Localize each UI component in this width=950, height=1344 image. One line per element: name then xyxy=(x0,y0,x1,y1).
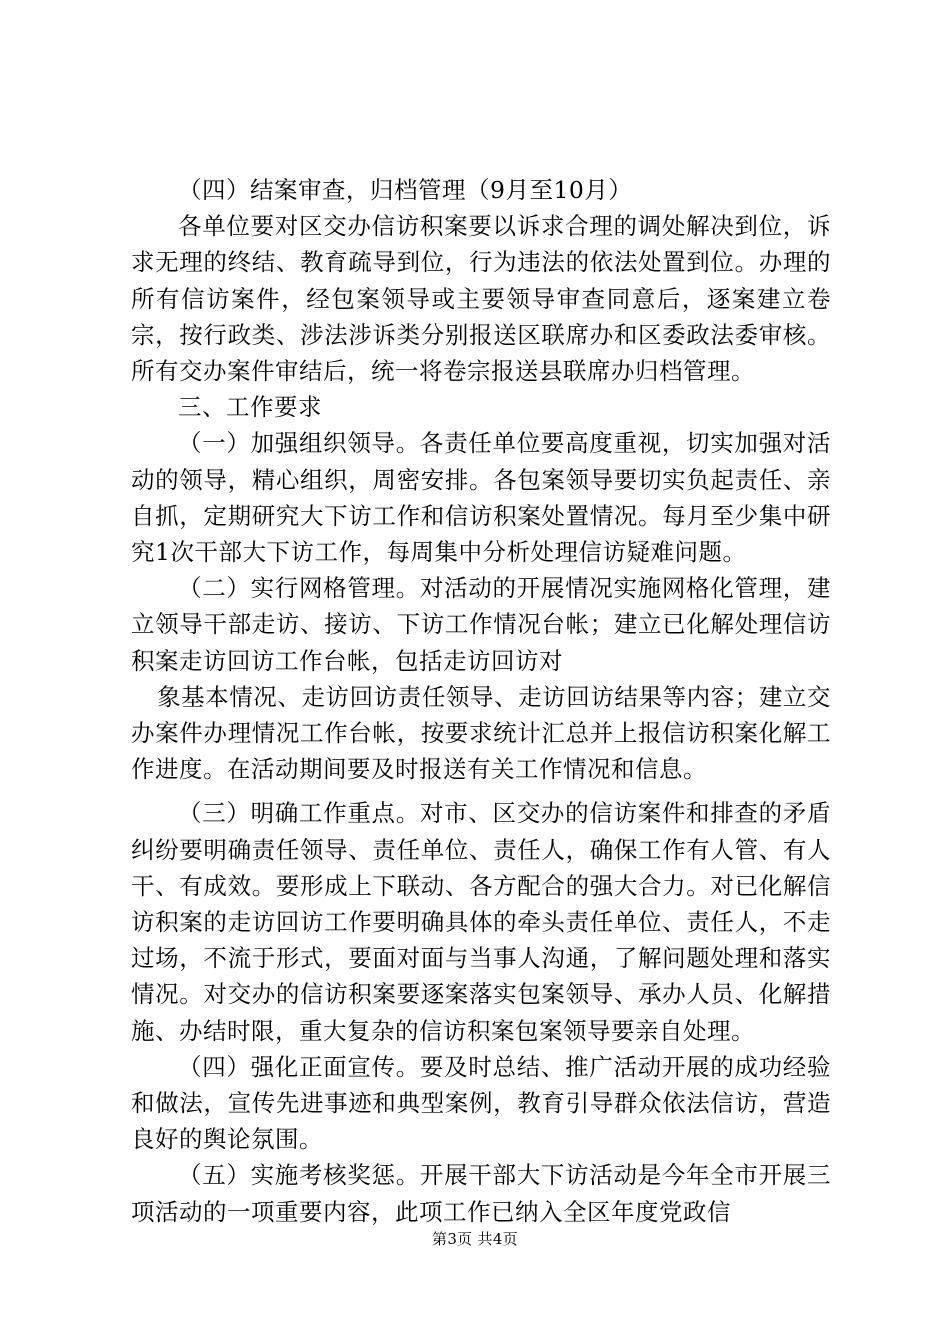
section-heading-closing-review: （四）结案审查，归档管理（9月至10月） xyxy=(178,176,633,204)
paragraph-grid-management: （二）实行网格管理。对活动的开展情况实施网格化管理，建立领导干部走访、接访、下访工作情况台帐；建立已化解处理信访积案走访回访工作台帐，包括走访回访对 xyxy=(131,574,831,675)
paragraph-assessment: （五）实施考核奖惩。开展干部大下访活动是今年全市开展三项活动的一项重要内容，此项工作已纳入全区年度党政信 xyxy=(131,1161,831,1226)
section-heading-work-requirements: 三、工作要求 xyxy=(178,393,322,422)
document-body xyxy=(131,172,831,1230)
paragraph-grid-management-continued: 象基本情况、走访回访责任领导、走访回访结果等内容；建立交办案件办理情况工作台帐，按要求统计汇总并上报信访积案化解工作进度。在活动期间要及时报送有关工作情况和信息。 xyxy=(131,682,831,784)
paragraph-publicity: （四）强化正面宣传。要及时总结、推广活动开展的成功经验和做法，宣传先进事迹和典型案例，教育引导群众依法信访，营造良好的舆论氛围。 xyxy=(131,1052,831,1154)
page-number: 第3页 共4页 xyxy=(432,1230,518,1248)
paragraph-work-focus: （三）明确工作重点。对市、区交办的信访案件和排查的矛盾纠纷要明确责任领导、责任单位、责任人，确保工作有人管、有人干、有成效。要形成上下联动、各方配合的强大合力。对已化解信访积案的走访回访工作要明确具体的牵头责任单位、责任人，不走过场，不流于形式，要面对面与当事人沟通，了解问题处理和落实情况。对交办的信访积案要逐案落实包案领导、承办人员、化解措施、办结时限，重大复杂的信访积案包案领导要亲自处理。 xyxy=(131,799,831,1045)
paragraph-closing-review: 各单位要对区交办信访积案要以诉求合理的调处解决到位，诉求无理的终结、教育疏导到位，行为违法的依法处置到位。办理的所有信访案件，经包案领导或主要领导审查同意后，逐案建立卷宗，按行政类、涉法涉诉类分别报送区联席办和区委政法委审核。所有交办案件审结后，统一将卷宗报送县联席办归档管理。 xyxy=(131,212,831,386)
paragraph-organizational-leadership: （一）加强组织领导。各责任单位要高度重视，切实加强对活动的领导，精心组织，周密安排。各包案领导要切实负起责任、亲自抓，定期研究大下访工作和信访积案处置情况。每月至少集中研究1次干部大下访工作，每周集中分析处理信访疑难问题。 xyxy=(131,429,831,567)
